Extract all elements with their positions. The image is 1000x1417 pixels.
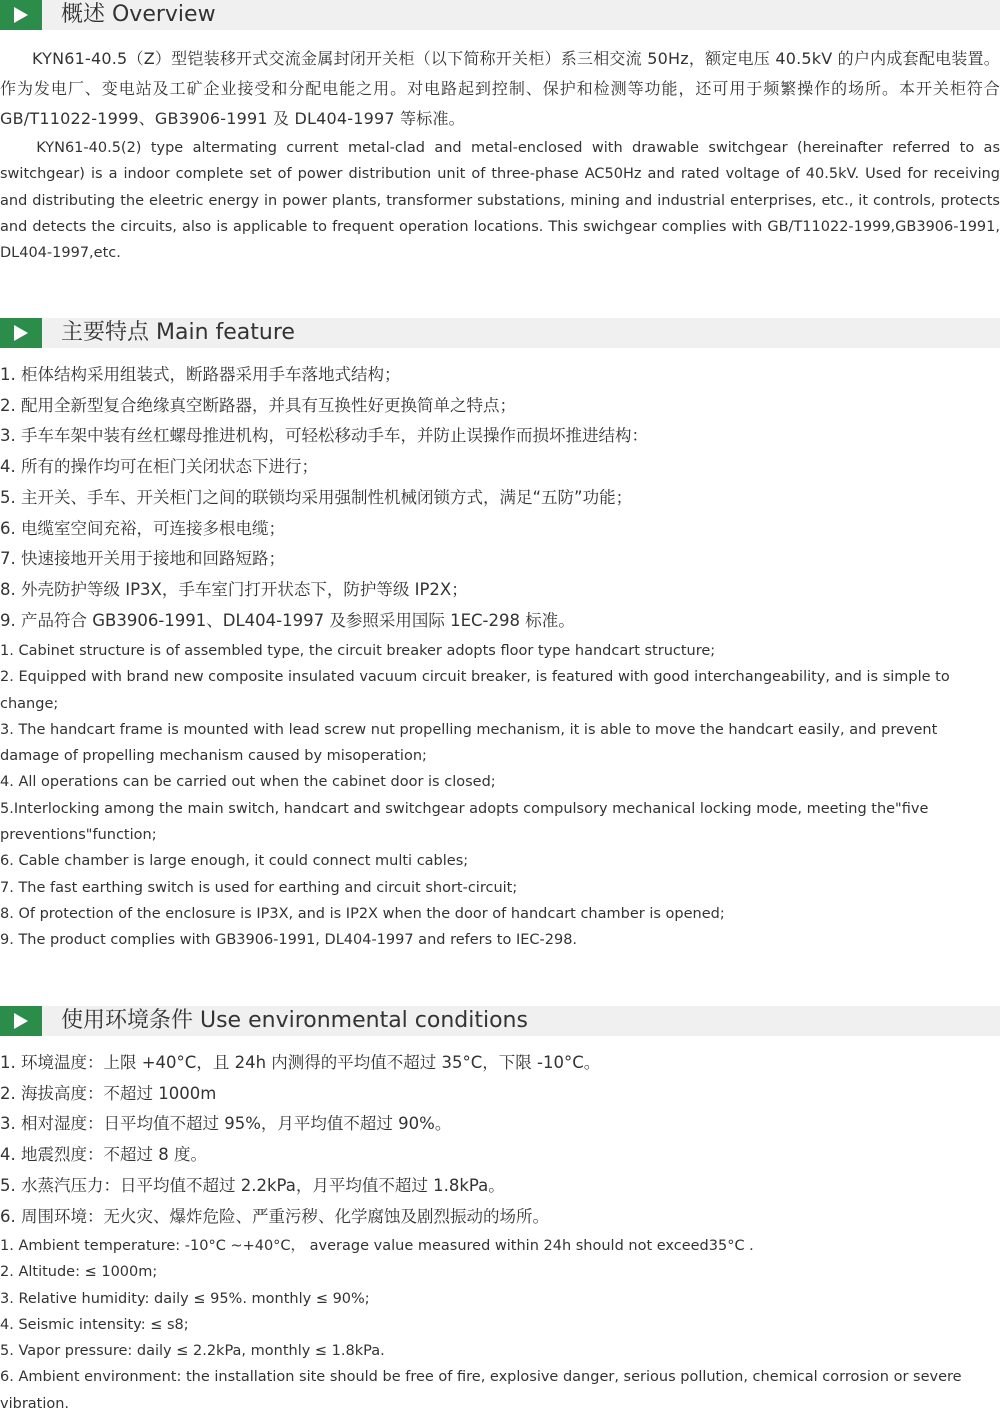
list-item: 6. Cable chamber is large enough, it could connect multi cables; (0, 853, 469, 870)
section-header-features (0, 318, 1000, 348)
play-arrow-icon (0, 1006, 42, 1036)
list-item: 5. 主开关、手车、开关柜门之间的联锁均采用强制性机械闭锁方式，满足“五防”功能； (0, 487, 633, 507)
list-item: 4. Seismic intensity: ≤ s8; (0, 1316, 189, 1333)
list-item: 3. 手车车架中装有丝杠螺母推进机构，可轻松移动手车，并防止误操作而损坏推进结构： (0, 426, 648, 446)
list-item: 9. 产品符合 GB3906-1991、DL404-1997 及参照采用国际 1EC-298 标准。 (0, 610, 575, 630)
list-item: 6. Ambient environment: the installation site should be free of fire, explosive danger, serious pollution, chemical corrosion or severe vibration. (0, 1369, 962, 1412)
list-item: 7. 快速接地开关用于接地和回路短路； (0, 549, 285, 569)
environment-list-en (0, 1233, 1000, 1417)
list-item: 1. Ambient temperature: -10°C ~+40°C， average value measured within 24h should not exceed35°C . (0, 1238, 754, 1254)
list-item: 6. 电缆室空间充裕，可连接多根电缆； (0, 518, 285, 538)
list-item: 7. The fast earthing switch is used for earthing and circuit short-circuit; (0, 879, 518, 896)
list-item: 5. 水蒸汽压力：日平均值不超过 2.2kPa，月平均值不超过 1.8kPa。 (0, 1175, 505, 1195)
list-item: 1. 柜体结构采用组装式，断路器采用手车落地式结构； (0, 365, 401, 384)
list-item: 5. Vapor pressure: daily ≤ 2.2kPa, monthly ≤ 1.8kPa. (0, 1343, 385, 1360)
list-item: 2. 配用全新型复合绝缘真空断路器，并具有互换性好更换简单之特点； (0, 395, 516, 415)
list-item: 5.Interlocking among the main switch, handcart and switchgear adopts compulsory mechanical locking mode, meeting the"five preventions"function; (0, 800, 929, 844)
list-item: 4. All operations can be carried out when the cabinet door is closed; (0, 774, 496, 791)
list-item: 9. The product complies with GB3906-1991, DL404-1997 and refers to IEC-298. (0, 932, 578, 949)
features-list-en (0, 638, 1000, 954)
section-title-overview: 概述 Overview (61, 2, 216, 27)
list-item: 4. 所有的操作均可在柜门关闭状态下进行； (0, 457, 318, 477)
list-item: 3. Relative humidity: daily ≤ 95%. monthly ≤ 90%; (0, 1290, 370, 1307)
list-item: 6. 周围环境：无火灾、爆炸危险、严重污秽、化学腐蚀及剧烈振动的场所。 (0, 1206, 549, 1226)
list-item: 8. 外壳防护等级 IP3X，手车室门打开状态下，防护等级 IP2X； (0, 579, 468, 599)
list-item: 2. Altitude: ≤ 1000m; (0, 1264, 158, 1281)
list-item: 1. Cabinet structure is of assembled type, the circuit breaker adopts floor type handcart structure; (0, 643, 716, 659)
play-arrow-icon (0, 318, 42, 348)
play-arrow-icon (0, 0, 42, 30)
list-item: 2. 海拔高度：不超过 1000m (0, 1083, 217, 1103)
section-title-features: 主要特点 Main feature (61, 320, 295, 345)
section-header-overview (0, 0, 1000, 30)
list-item: 3. 相对湿度：日平均值不超过 95%，月平均值不超过 90%。 (0, 1114, 452, 1134)
list-item: 8. Of protection of the enclosure is IP3X, and is IP2X when the door of handcart chamber is opened; (0, 905, 725, 922)
list-item: 1. 环境温度：上限 +40°C，且 24h 内测得的平均值不超过 35°C，下限 -10°C。 (0, 1053, 601, 1072)
section-header-environment (0, 1006, 1000, 1036)
features-list-cn (0, 360, 1000, 636)
list-item: 4. 地震烈度：不超过 8 度。 (0, 1145, 207, 1165)
environment-list-cn (0, 1048, 1000, 1232)
overview-paragraph-cn: KYN61-40.5（Z）型铠装移开式交流金属封闭开关柜（以下简称开关柜）系三相交流 50Hz，额定电压 40.5kV 的户内成套配电装置。作为发电厂、变电站及工矿企业接受和分配电能之用。对电路起到控制、保护和检测等功能，还可用于频繁操作的场所。本开关柜符合 GB/T11022-1999、GB3906-1991 及 DL404-1997 等标准。 (0, 49, 1000, 128)
list-item: 3. The handcart frame is mounted with lead screw nut propelling mechanism, it is able to move the handcart easily, and prevent damage of propelling mechanism caused by misoperation; (0, 721, 938, 765)
list-item: 2. Equipped with brand new composite insulated vacuum circuit breaker, is featured with good interchangeability, and is simple to change; (0, 669, 950, 712)
section-title-environment: 使用环境条件 Use environmental conditions (61, 1008, 528, 1033)
overview-paragraph-en: KYN61-40.5(2) type altermating current metal-clad and metal-enclosed with drawable switchgear (hereinafter referred to as switchgear) is a indoor complete set of power distribution unit of three-phase AC50Hz and rated voltage of 40.5kV. Used for receiving and distributing the eleetric energy in power plants, transformer substations, mining and industrial enterprises, etc., it controls, protects and detects the circuits, also is applicable to frequent operation locations. This swichgear complies with GB/T11022-1999,GB3906-1991, DL404-1997,etc. (0, 140, 1000, 262)
